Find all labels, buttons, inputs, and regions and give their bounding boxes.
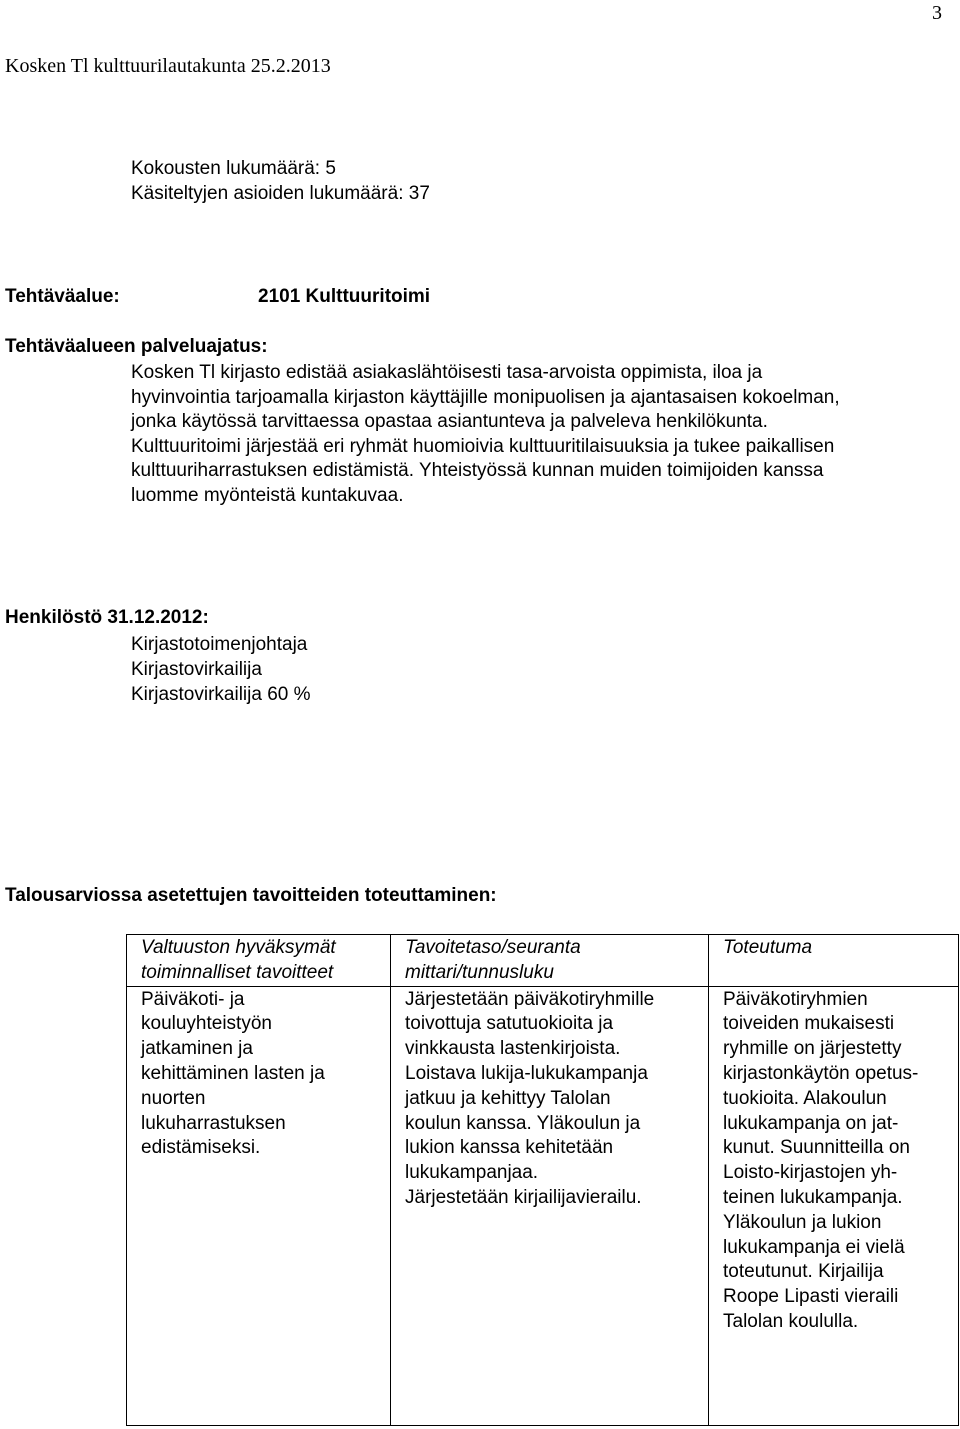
mission-line: jonka käytössä tarvittaessa opastaa asiantunteva ja palveleva henkilökunta. bbox=[131, 411, 768, 433]
table-header-row bbox=[127, 935, 959, 987]
header-line: Tavoitetaso/seuranta bbox=[405, 937, 581, 958]
cell-line: teinen lukukampanja. bbox=[723, 1186, 903, 1208]
cell-line: Loisto-kirjastojen yh- bbox=[723, 1162, 898, 1184]
cell-line: Järjestetään kirjailijavierailu. bbox=[405, 1186, 642, 1208]
mission-line: luomme myönteistä kuntakuvaa. bbox=[131, 484, 404, 506]
task-area-value: 2101 Kulttuuritoimi bbox=[258, 286, 431, 307]
header-line: mittari/tunnusluku bbox=[405, 961, 554, 983]
cell-line: edistämiseksi. bbox=[141, 1137, 261, 1159]
mission-heading: Tehtäväalueen palveluajatus: bbox=[5, 336, 268, 357]
header-line: Toteutuma bbox=[723, 937, 813, 958]
cell-line: vinkkausta lastenkirjoista. bbox=[405, 1038, 621, 1060]
staff-item: Kirjastotoimenjohtaja bbox=[131, 634, 308, 655]
cell-line: Järjestetään päiväkotiryhmille bbox=[405, 988, 655, 1010]
meetings-summary bbox=[131, 156, 430, 206]
cell-line: lukukampanjaa. bbox=[405, 1162, 539, 1184]
cell-outcome bbox=[709, 986, 959, 1425]
cell-target bbox=[391, 986, 709, 1425]
cell-line: jatkaminen ja bbox=[141, 1038, 253, 1060]
staff-heading: Henkilöstö 31.12.2012: bbox=[5, 607, 209, 628]
cell-line: tuokioita. Alakoulun bbox=[723, 1087, 887, 1109]
budget-heading: Talousarviossa asetettujen tavoitteiden toteuttaminen: bbox=[5, 885, 497, 906]
handled-items-count: Käsiteltyjen asioiden lukumäärä: 37 bbox=[131, 183, 430, 204]
cell-line: Talolan koululla. bbox=[723, 1310, 859, 1332]
cell-line: koulun kanssa. Yläkoulun ja bbox=[405, 1112, 641, 1134]
mission-line: hyvinvointia tarjoamalla kirjaston käyttäjille monipuolisen ja ajantasaisen kokoelman, bbox=[131, 386, 840, 408]
cell-line: jatkuu ja kehittyy Talolan bbox=[405, 1087, 611, 1109]
meetings-count: Kokousten lukumäärä: 5 bbox=[131, 158, 336, 179]
cell-line: lukukampanja on jat- bbox=[723, 1112, 899, 1134]
cell-line: ryhmille on järjestetty bbox=[723, 1038, 902, 1060]
document-header: Kosken Tl kulttuurilautakunta 25.2.2013 bbox=[5, 55, 331, 77]
cell-line: Loistava lukija-lukukampanja bbox=[405, 1062, 648, 1084]
header-target-level bbox=[391, 935, 709, 987]
mission-line: kulttuuriharrastuksen edistämistä. Yhteistyössä kunnan muiden toimijoiden kanssa bbox=[131, 460, 824, 482]
cell-line: kehittäminen lasten ja bbox=[141, 1062, 325, 1084]
cell-line: toiveiden mukaisesti bbox=[723, 1013, 895, 1035]
cell-line: toteutunut. Kirjailija bbox=[723, 1261, 884, 1283]
staff-list bbox=[131, 632, 311, 707]
cell-line: Päiväkotiryhmien bbox=[723, 988, 868, 1010]
cell-goal bbox=[127, 986, 391, 1425]
header-line: Valtuuston hyväksymät bbox=[141, 937, 336, 958]
cell-line: Yläkoulun ja lukion bbox=[723, 1211, 882, 1233]
goals-table bbox=[126, 934, 959, 1426]
cell-line: Päiväkoti- ja bbox=[141, 988, 245, 1010]
staff-item: Kirjastovirkailija 60 % bbox=[131, 684, 311, 705]
task-area-label: Tehtäväalue: bbox=[5, 286, 120, 307]
header-line: toiminnalliset tavoitteet bbox=[141, 961, 334, 983]
mission-text bbox=[131, 361, 941, 509]
cell-line: lukukampanja ei vielä bbox=[723, 1236, 905, 1258]
cell-line: kirjastonkäytön opetus- bbox=[723, 1062, 919, 1084]
cell-line: toivottuja satutuokioita ja bbox=[405, 1013, 614, 1035]
cell-line: lukuharrastuksen bbox=[141, 1112, 286, 1134]
cell-line: Roope Lipasti vieraili bbox=[723, 1286, 899, 1308]
mission-line: Kulttuuritoimi järjestää eri ryhmät huomioivia kulttuuritilaisuuksia ja tukee paikallisen bbox=[131, 435, 835, 457]
staff-item: Kirjastovirkailija bbox=[131, 659, 262, 680]
cell-line: kouluyhteistyön bbox=[141, 1013, 272, 1035]
page-number: 3 bbox=[932, 2, 942, 24]
header-outcome bbox=[709, 935, 959, 987]
cell-line: lukion kanssa kehitetään bbox=[405, 1137, 614, 1159]
table-row bbox=[127, 986, 959, 1425]
cell-line: kunut. Suunnitteilla on bbox=[723, 1137, 910, 1159]
mission-line: Kosken Tl kirjasto edistää asiakaslähtöisesti tasa-arvoista oppimista, iloa ja bbox=[131, 362, 763, 383]
header-approved-goals bbox=[127, 935, 391, 987]
cell-line: nuorten bbox=[141, 1087, 206, 1109]
